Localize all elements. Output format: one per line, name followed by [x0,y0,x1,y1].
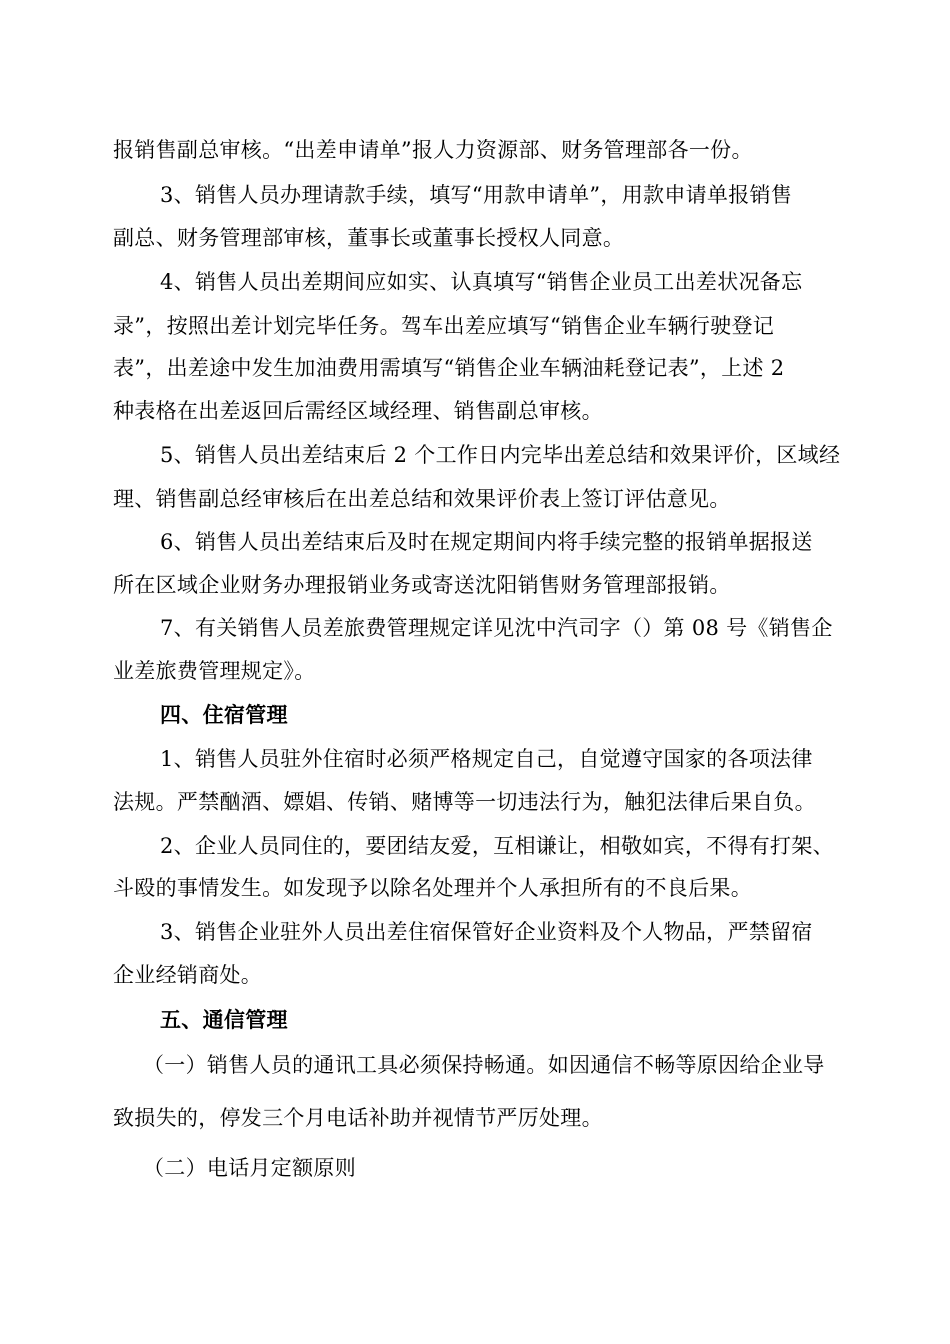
paragraph-line: 表”，出差途中发生加油费用需填写“销售企业车辆油耗登记表”，上述 2 [113,356,785,380]
paragraph-line: 企业经销商处。 [113,963,263,987]
paragraph-line: 法规。严禁酗酒、嫖娼、传销、赌博等一切违法行为，触犯法律后果自负。 [113,790,816,814]
paragraph-line: 录”，按照出差计划完毕任务。驾车出差应填写“销售企业车辆行驶登记 [113,314,775,338]
paragraph-line: （一）销售人员的通讯工具必须保持畅通。如因通信不畅等原因给企业导 [143,1053,825,1077]
paragraph-line: 5、销售人员出差结束后 2 个工作日内完毕出差总结和效果评价，区域经 [160,443,841,467]
section-heading: 五、通信管理 [160,1008,288,1032]
paragraph-line: 2、企业人员同住的，要团结友爱，互相谦让，相敬如宾，不得有打架、 [160,834,834,858]
paragraph-line: 1、销售人员驻外住宿时必须严格规定自己，自觉遵守国家的各项法律 [160,747,813,771]
paragraph-line: 业差旅费管理规定》。 [113,659,316,683]
paragraph-line: 理、销售副总经审核后在出差总结和效果评价表上签订评估意见。 [113,487,731,511]
paragraph-line: 种表格在出差返回后需经区域经理、销售副总审核。 [113,399,603,423]
paragraph-line: （二）电话月定额原则 [143,1156,356,1180]
paragraph-line: 3、销售企业驻外人员出差住宿保管好企业资料及个人物品，严禁留宿 [160,920,813,944]
paragraph-line: 6、销售人员出差结束后及时在规定期间内将手续完整的报销单据报送 [160,530,813,554]
paragraph-line: 斗殴的事情发生。如发现予以除名处理并个人承担所有的不良后果。 [113,876,752,900]
paragraph-line: 副总、财务管理部审核，董事长或董事长授权人同意。 [113,226,625,250]
paragraph-line: 4、销售人员出差期间应如实、认真填写“销售企业员工出差状况备忘 [160,270,803,294]
paragraph-line: 报销售副总审核。“出差申请单”报人力资源部、财务管理部各一份。 [113,138,753,162]
paragraph-line: 7、有关销售人员差旅费管理规定详见沈中汽司字（）第 08 号《销售企 [160,616,833,640]
paragraph-line: 3、销售人员办理请款手续，填写“用款申请单”，用款申请单报销售 [160,183,793,207]
section-heading: 四、住宿管理 [160,703,288,727]
paragraph-line: 所在区域企业财务办理报销业务或寄送沈阳销售财务管理部报销。 [113,573,731,597]
paragraph-line: 致损失的，停发三个月电话补助并视情节严厉处理。 [113,1106,603,1130]
